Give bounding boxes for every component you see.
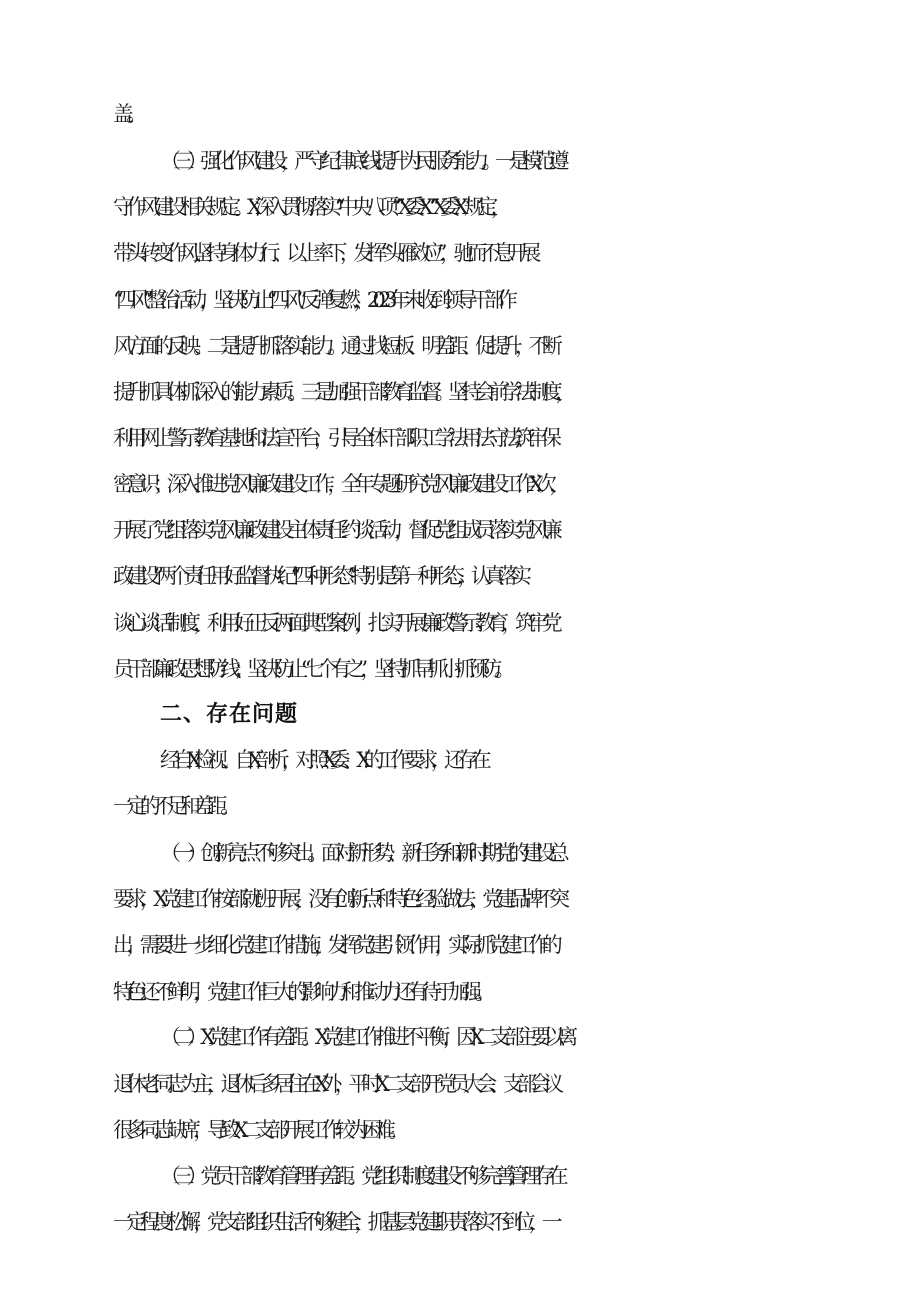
paragraph-line: 风方面的反映。二是提升抓落实能力。通过找短板、明差距、促提升，不断: [113, 334, 556, 358]
paragraph-line: 一定程度松懈，党支部组织生活不够健全，抓基层党建职责落实不到位，一: [113, 1210, 556, 1234]
paragraph-line: 政建设”两个责任用好监督执纪“四种形态”特别是第一种形态，认真落实: [113, 564, 525, 588]
paragraph-line: 提升抓具体抓深入的能力素质。三是加强干部教育监督。坚持会前学法制度，: [113, 380, 569, 404]
paragraph-line: 特色还不鲜明，党建工作巨大的影响力和推动力还有待于加强。: [113, 980, 489, 1004]
paragraph-line: 守作风建设相关规定。X深入贯彻落实“中央八项”“X委X”“X委X”规定，: [113, 195, 505, 219]
paragraph-line: 带头转变作风,坚持身体力行、以上率下，发挥“头雁效应”，驰而不息开展: [113, 241, 534, 265]
paragraph-line: （二）X党建工作有差距。X党建工作推进不平衡，因X二支部主要以离: [160, 1025, 571, 1049]
paragraph-line: “四风”整治活动，坚决防止“四风”反弹复燃，2023年未收到领导干部作: [113, 288, 511, 312]
paragraph-line: 谈心谈话制度，利用好正反两面典型案例，扎实开展廉政警示教育，筑牢党: [113, 611, 556, 635]
paragraph-line: 出，需要进一步细化党建工作措施，发挥党建引领作用，实际抓党建工作的: [113, 933, 556, 957]
paragraph-line: 密意识；深入推进党风廉政建设工作，全年专题研究党风廉政建设工作X次，: [113, 472, 563, 496]
paragraph-line: 经自X检视、自X剖析，对照X委、X的工作要求，还存在: [160, 748, 485, 772]
paragraph-line: 盖。: [113, 102, 140, 126]
paragraph-line: 一定的不足和差距。: [113, 794, 234, 818]
paragraph-line: 开展了党组落实党风廉政建设主体责任约谈活动，督促党组成员落实党风廉: [113, 518, 556, 542]
paragraph-line: （三）强化作风建设，严守纪律底线提升为民服务能力。一是模范遵: [160, 149, 562, 173]
paragraph-line: 利用网上警示教育基地和法宣平台，引导全体干部职工学法用法守法,筑牢保: [113, 426, 555, 450]
paragraph-line: 很多同志缺席，导致X二支部开展工作较为困难。: [113, 1118, 402, 1142]
paragraph-line: 要求，X党建工作按部就班开展，没有创新点和特色经验做法，党建品牌不突: [113, 887, 563, 911]
paragraph-line: （三）党员干部教育管理有差距。党组织制度建设不够完善,管理存在: [160, 1164, 562, 1188]
paragraph-line: 员干部廉政思想防线；坚决防止“七个有之”，坚持抓早抓小抓预防。: [113, 657, 508, 681]
section-heading: 二、存在问题: [160, 702, 299, 727]
paragraph-line: （一）创新亮点不够突出。面对新形势、新任务和新时期党的建设总: [160, 841, 562, 865]
paragraph-line: 退休老同志为主，退休后多居住在X外，平时X二支部开党员大会、支部会议: [113, 1072, 557, 1096]
